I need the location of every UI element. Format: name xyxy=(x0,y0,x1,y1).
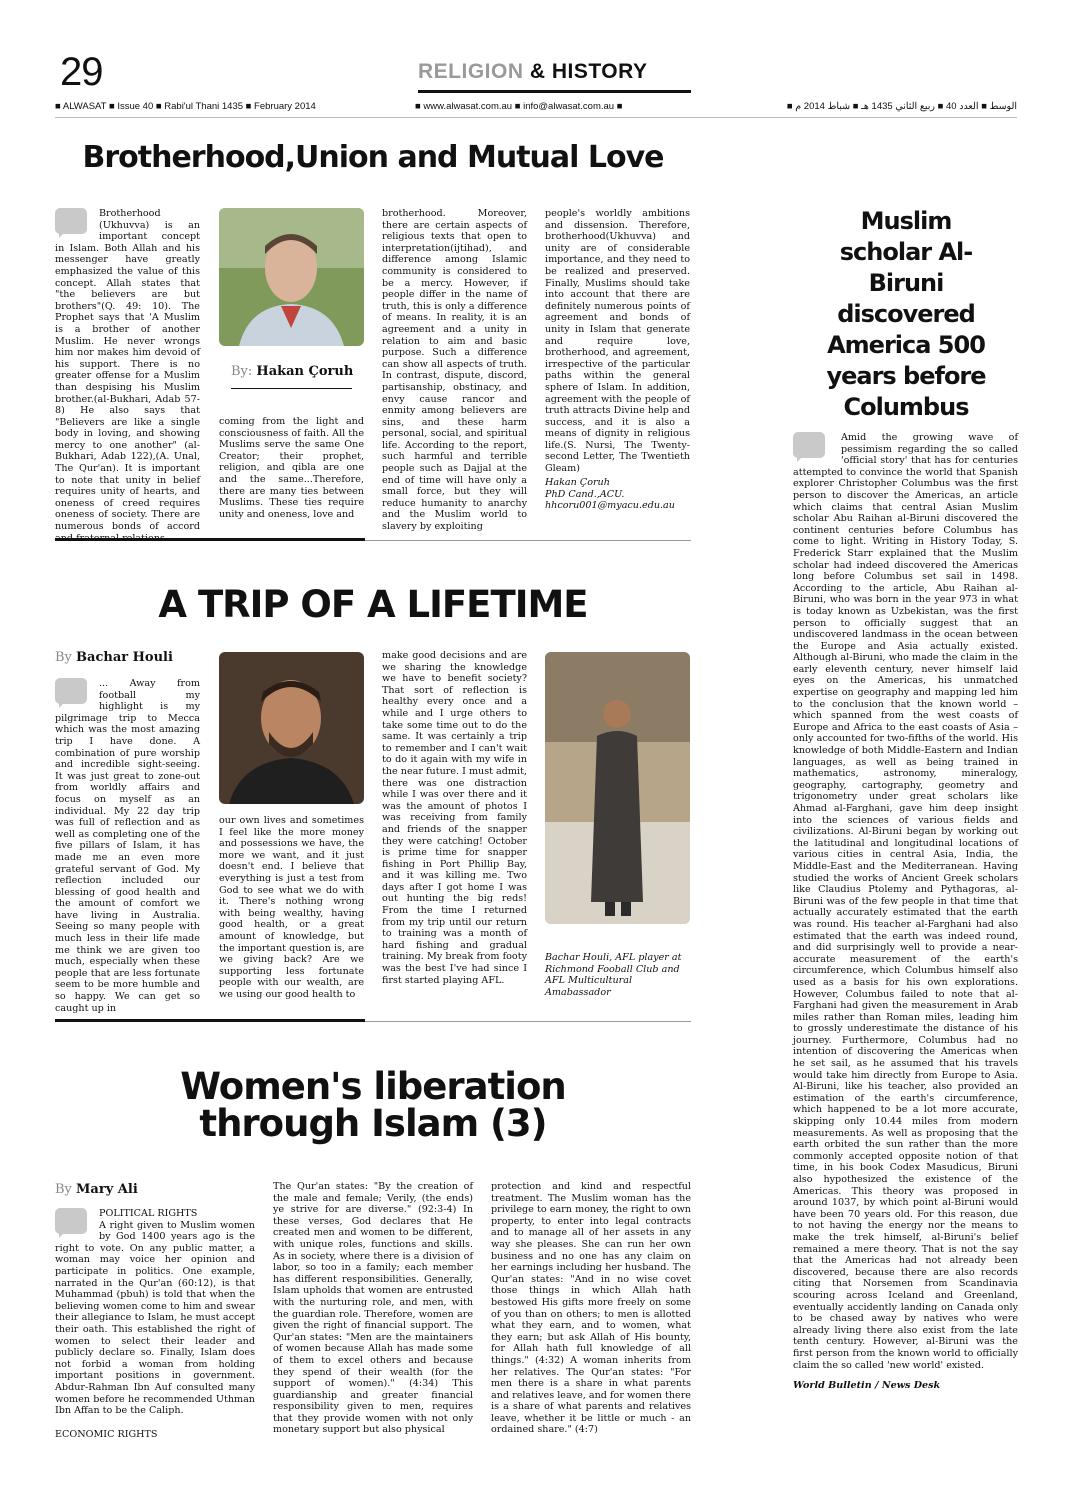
masthead-meta xyxy=(55,100,1017,114)
signature-title: PhD Cand.,ACU. xyxy=(545,488,625,500)
signature-email[interactable]: hhcoru001@myacu.edu.au xyxy=(545,500,675,512)
article3-title-line2: through Islam (3) xyxy=(199,1102,547,1145)
article2-byline xyxy=(55,650,173,665)
economic-rights-heading: ECONOMIC RIGHTS xyxy=(55,1428,158,1440)
article4-body: Amid the growing wave of pessimism regarding the so called 'official story' that has for centuries attempted to convince the world that Spanish explorer Christopher Columbus was the first person to discover the Americas, an article which claims that central Asian Muslim scholar Abu Raihan al-Biruni discovered the continent centuries before Columbus has come to light. Writing in History Today, S. Frederick Starr explained that the Muslim scholar had indeed discovered the Americas long before Columbus set sail in 1498. According to the article, Abu Raihan al-Biruni, who was born in the year 973 in what is today known as Uzbekistan, was the first person to officially suggest that an undiscovered landmass in the ocean between the Europe and Asia actually existed. Although al-Biruni, who made the claim in the early eleventh century, never himself laid eyes on the Americas, his unmatched expertise on geography and mapping led him to the conclusion that the known world – which spanned from the west coasts of Europe and Africa to the east coasts of Asia – only accounted for two-fifths of the world. His knowledge of both Middle-Eastern and Indian languages, as well as being trained in mathematics, astronomy, mineralogy, geography, cartography, geometry and trigonometry under great scholars like Ahmad al-Farghani, gave him deep insight into the sciences of various fields and civilizations. Al-Biruni began by working out the latitudinal and longitudinal locations of various cities in central Asia, India, the Middle-East and the Mediterranean. Having studied the works of Ancient Greek scholars like Claudius Ptolemy and Pythagoras, al-Biruni was of the few people in that time that actually accurately estimated that the earth was round. His teacher al-Farghani had also estimated that the earth was indeed round, and did surprisingly well to provide a near-accurate measurement of the earth's circumference, which Columbus himself also used as a basis for his own explorations. However, Columbus failed to note that al-Farghani had given the measurement in Arab miles rather than Roman miles, leading him to grossly underestimate the distance of his journey. Furthermore, Columbus had no intention of discovering the Americas when he set sail, as he assumed that his travels would take him directly from Europe to Asia. Al-Biruni, like his teacher, also provided an estimation of the earth's circumference, which happened to be a lot more accurate, skipping only 10.44 miles from modern measurements. As well as proposing that the earth orbited the sun rather than the more commonly accepted opposite notion of that time, in his book Codex Masudicus, Biruni also hypothesized the existence of the Americas. This theory was proposed in around 1037, by which point al-Biruni would have been 70 years old. For this reason, due to not having the energy nor the means to make the trek himself, al-Biruni's belief remained a mere theory. That is not the say that the Americas had not already been discovered, because there are also records citing that Norsemen from Scandinavia scouring across Iceland and Greenland, eventually accidently landing on Canada only to be chased away by natives who were already living there also exist from the late tenth century. However, al-Biruni was the first person from the known world to officially claim the so called 'new world' existed. World Bulletin / News Desk xyxy=(793,432,1018,1392)
article1-col2: coming from the light and consciousness of faith. All the Muslims serve the same One Creator; their prophet, religion, and qibla are one and the same...Therefore, there are many ties between Muslims. These ties require unity and oneness, love and xyxy=(219,416,364,520)
quote-icon xyxy=(55,1208,89,1238)
bachar-houli-mecca-photo xyxy=(545,652,690,924)
article2-col2: our own lives and sometimes I feel like the more money and possessions we have, the more we want, and it just doesn't end. I believe that everything is just a test from God to see what we do with it. There's nothing wrong with being wealthy, having good health, or a great amount of knowledge, but the important question is, are we giving back? Are we supporting less fortunate people with our wealth, are we using our good health to xyxy=(219,815,365,1000)
article3-col2: The Qur'an states: "By the creation of the male and female; Verily, (the ends) ye strive for are diverse." (92:3-4) In these verses, God declares that He created men and women to be different, with unique roles, functions and skills. As in society, where there is a division of labor, so too in a family; each member has different responsibilities. Generally, Islam upholds that women are entrusted with the nurturing role, and men, with the guardian role. Therefore, women are given the right of financial support. The Qur'an states: "Men are the maintainers of women because Allah has made some of them to excel others and because they spend of their wealth (for the support of women)." (4:34) This guardianship and greater financial responsibility given to men, requires that they provide women with not only monetary support but also physical xyxy=(273,1181,473,1436)
article1-rule-thick xyxy=(55,538,365,541)
article1-signature xyxy=(545,477,690,512)
quote-icon xyxy=(793,432,827,462)
byline-prefix: By: xyxy=(231,364,253,379)
masthead-rule xyxy=(55,117,1017,118)
section-rule xyxy=(418,90,691,93)
article1-byline xyxy=(231,364,353,379)
author-name: Hakan Çoruh xyxy=(256,364,354,379)
quote-icon xyxy=(55,208,89,238)
quote-icon xyxy=(55,678,89,708)
hakan-coruh-photo xyxy=(219,208,364,346)
article4-title: Muslim scholar Al-Biruni discovered America 500 years before Columbus xyxy=(826,207,986,421)
masthead-right-arabic: الوسط ■ العدد 40 ■ ربيع الثاني 1435 هـ ■ شباط 2014 م ■ xyxy=(786,101,1017,112)
article2-caption: Bachar Houli, AFL player at Richmond Fooball Club and AFL Multicultural Amabassador xyxy=(545,952,682,998)
section-title-light: RELIGION xyxy=(418,60,524,83)
masthead-left: ■ ALWASAT ■ Issue 40 ■ Rabi'ul Thani 1435 ■ February 2014 xyxy=(55,101,316,112)
byline-prefix: By xyxy=(55,650,72,665)
section-title xyxy=(418,60,648,84)
article3-title-line1: Women's liberation xyxy=(180,1065,566,1108)
author-name: Mary Ali xyxy=(76,1182,138,1197)
article1-rule-thin xyxy=(365,540,691,541)
article3-byline xyxy=(55,1182,138,1197)
article2-col1: ... Away from football my highlight is my pilgrimage trip to Mecca which was the most amazing trip I have done. A combination of pure worship and incredible sight-seeing. It was just great to zone-out from worldly affairs and focus on myself as an individual. My 22 day trip was full of reflection and as well as completing one of the five pillars of Islam, it has made me an even more grateful servant of God. My reflection included our blessing of good health and the amount of comfort we have living in Australia. Seeing so many people with much less in their life made me think we are given too much, especially when these people that are less fortunate seem to be more humble and so happy. We can get so caught up in xyxy=(55,678,200,1014)
article3-col1: POLITICAL RIGHTS A right given to Muslim women by God 1400 years ago is the right to vote. On any public matter, a woman may voice her opinion and participate in politics. One example, narrated in the Qur'an (60:12), is that Muhammad (pbuh) is told that when the believing women come to him and swear their allegiance to Islam, he must accept their oath. This established the right of women to select their leader and publicly declare so. Finally, Islam does not forbid a woman from holding important positions in government. Abdur-Rahman Ibn Auf consulted many women before he recommended Uthman Ibn Affan to be the Caliph. ECONOMIC RIGHTS xyxy=(55,1208,255,1440)
article1-col4: people's worldly ambitions and dissension. Therefore, brotherhood(Ukhuvva) and unity are of considerable importance, and they need to be realized and preserved. Finally, Muslims should take into account that there are definitely numerous points of agreement and bonds of unity in Islam that generate and require love, brotherhood, and agreement, irrespective of the particular paths within the general sphere of Islam. In addition, agreement with the people of truth attracts Divine help and success, and it is also a means of dignity in religious life.(S. Nursi, The Twenty-second Letter, The Twentieth Gleam) xyxy=(545,208,690,475)
article2-rule-thin xyxy=(365,1021,691,1022)
author-name: Bachar Houli xyxy=(76,650,173,665)
political-rights-heading: POLITICAL RIGHTS xyxy=(99,1208,198,1219)
bachar-houli-portrait xyxy=(219,652,364,804)
article2-rule-thick xyxy=(55,1019,365,1022)
article2-title: A TRIP OF A LIFETIME xyxy=(158,583,588,626)
article4-credit: World Bulletin / News Desk xyxy=(793,1380,941,1392)
article2-col3: make good decisions and are we sharing the knowledge we have to benefit society? That sort of reflection is healthy every once and a while and I urge others to take some time out to do the same. It was certainly a trip to remember and I can't wait to do it again with my wife in the near future. I must admit, there was one distraction while I was over there and it was the amount of photos I was receiving from family and friends of the snapper they were catching! October is prime time for snapper fishing in Port Phillip Bay, and it was killing me. Two days after I got home I was out hunting the big reds! From the time I returned from my trip until our return to training was a month of hard fishing and gradual training. My break from footy was the best I've had since I first started playing AFL. xyxy=(382,650,527,986)
article3-col3: protection and kind and respectful treatment. The Muslim woman has the privilege to earn money, the right to own property, to enter into legal contracts and to manage all of her assets in any way she pleases. She can run her own business and no one has any claim on her earnings including her husband. The Qur'an states: "And in no wise covet those things in which Allah hath bestowed His gifts more freely on some of you than on others; to men is allotted what they earn, and to women, what they earn; but ask Allah of His bounty, for Allah hath full knowledge of all things." (4:32) A woman inherits from her relatives. The Qur'an states: "For men there is a share in what parents and relatives leave, and for women there is a share of what parents and relatives leave, whether it be little or much - an ordained share." (4:7) xyxy=(491,1181,691,1436)
article1-title: Brotherhood,Union and Mutual Love xyxy=(82,140,664,175)
section-title-dark: & HISTORY xyxy=(523,60,648,83)
signature-name: Hakan Çoruh xyxy=(545,477,610,488)
article1-col3: brotherhood. Moreover, there are certain aspects of religious texts that open to interpretation(ijtihad), and difference among Islamic community is considered to be a mercy. However, if people differ in the name of truth, this is only a difference of means. In reality, it is an agreement and a unity in relation to aim and basic purpose. Such a difference can show all aspects of truth. In contrast, dispute, discord, partisanship, obstinacy, and envy cause rancor and enmity among believers are sins, and these harm personal, social, and spiritual life. According to the report, such harmful and terrible people such as Dajjal at the end of time will have only a small force, but they will reduce humanity to anarchy and the Muslim world to slavery by exploiting xyxy=(382,208,527,533)
masthead-center[interactable]: ■ www.alwasat.com.au ■ info@alwasat.com.au ■ xyxy=(415,101,623,112)
byline-prefix: By xyxy=(55,1182,72,1197)
article1-col1: Brotherhood (Ukhuvva) is an important concept in Islam. Both Allah and his messenger have greatly emphasized the value of this concept. Allah states that "the believers are but brothers"(Q. 49: 10). The Prophet says that 'A Muslim is a brother of another Muslim. He never wrongs him nor makes him devoid of his support. There is no greater offense for a Muslim than despising his Muslim brother.(al-Bukhari, Adab 57-8) He also says that "Believers are like a single body in loving, and showing mercy to one another" (al-Bukhari, Adab 122),(A. Unal, The Qur'an). It is important to note that unity in belief requires unity of hearts, and oneness of creed requires oneness of society. There are numerous bonds of accord xyxy=(55,208,200,533)
byline-rule xyxy=(231,388,352,389)
article3-title xyxy=(55,1065,691,1145)
page-number: 29 xyxy=(60,50,103,94)
